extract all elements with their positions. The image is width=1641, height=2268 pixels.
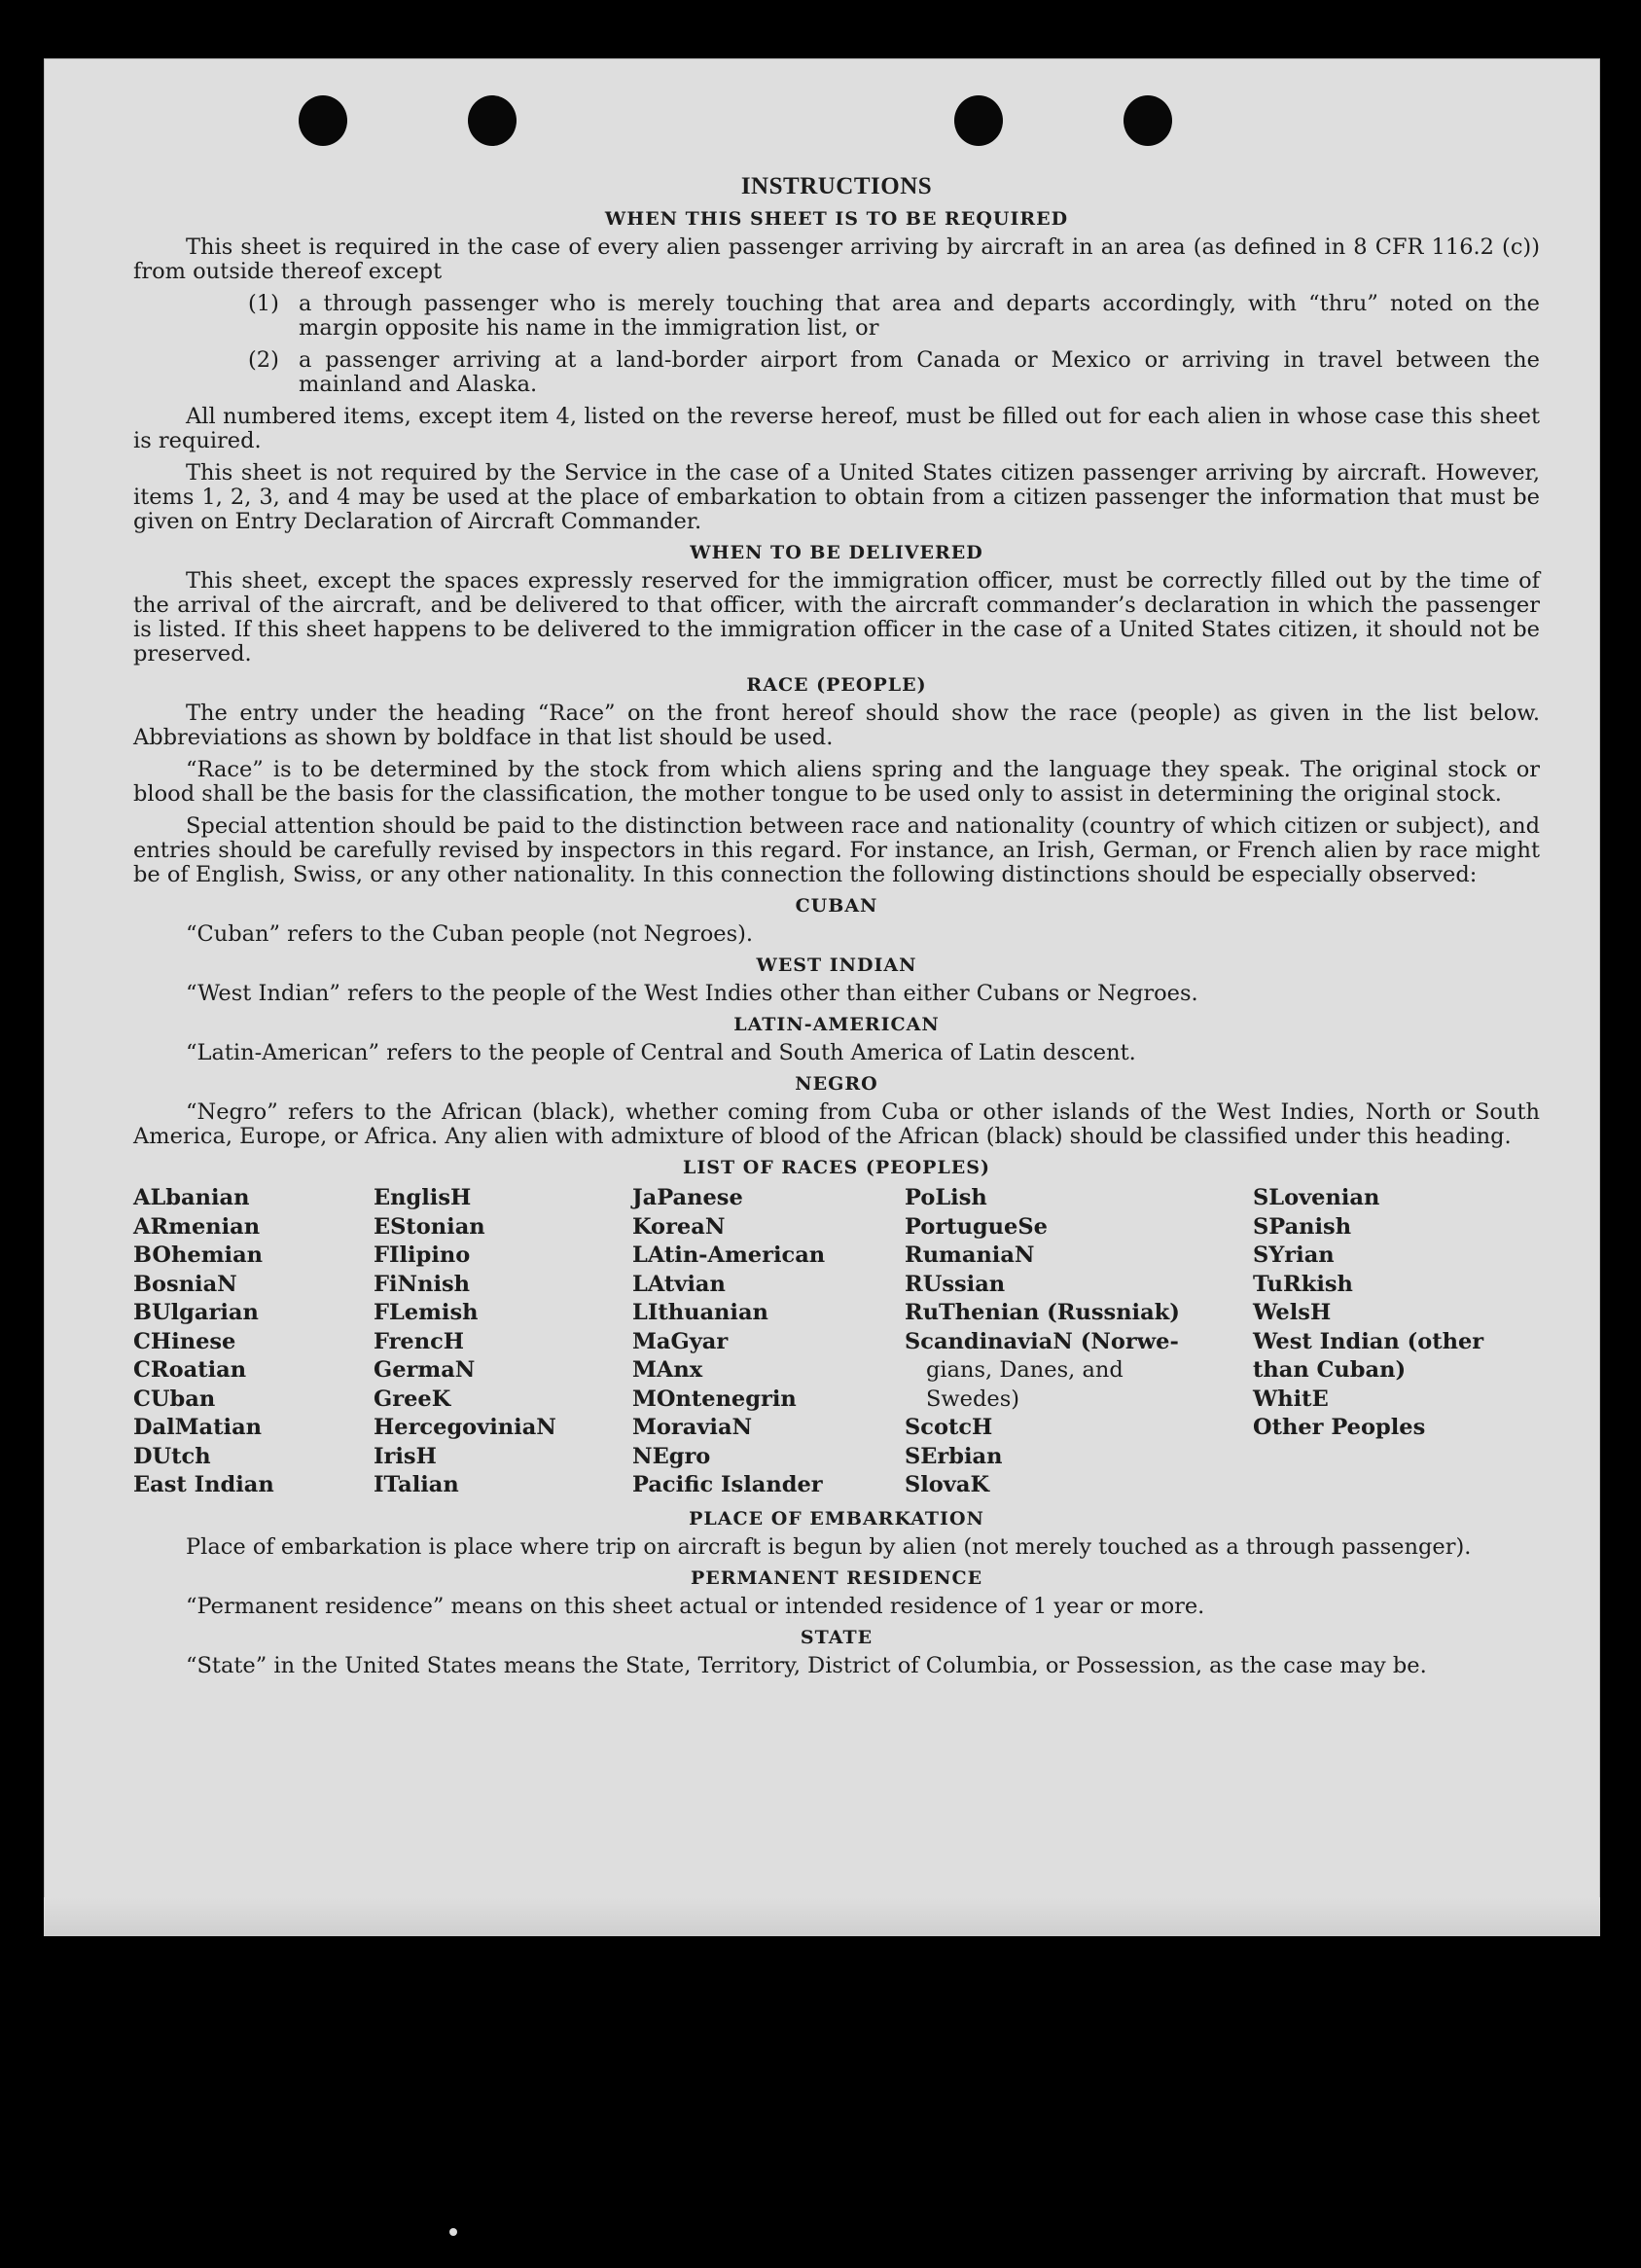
race-entry: IrisH	[374, 1443, 437, 1469]
race-entry: MAnx	[632, 1357, 703, 1383]
race-entry: CHinese	[133, 1328, 236, 1354]
race-entry: SErbian	[905, 1443, 1003, 1469]
race-entry: MoraviaN	[632, 1415, 753, 1440]
heading-latin-american: LATIN-AMERICAN	[733, 1014, 940, 1035]
race-entry: FLemish	[374, 1300, 479, 1325]
race-entry: PortugueSe	[905, 1213, 1048, 1240]
paragraph-numbered-items: All numbered items, except item 4, listed on the reverse hereof, must be filled out for each alien in whose case this sheet is required.	[133, 404, 1540, 453]
race-entry: FrencH	[374, 1328, 465, 1354]
exception-item	[133, 292, 1540, 341]
heading-west-indian: WEST INDIAN	[756, 954, 917, 976]
paragraph-west-indian: “West Indian” refers to the people of the West Indies other than either Cubans or Negroes.	[186, 981, 1198, 1006]
paragraph-embarkation: Place of embarkation is place where trip on aircraft is begun by alien (not merely touched as a through passenger).	[186, 1533, 1472, 1560]
race-entry: than Cuban)	[1253, 1357, 1407, 1383]
paragraph-intro: This sheet is required in the case of every alien passenger arriving by aircraft in an area (as defined in 8 CFR 116.2 (c)) from outside thereof except	[133, 234, 1540, 284]
race-entry: LAtin-American	[632, 1242, 826, 1268]
heading-state: STATE	[800, 1626, 874, 1648]
paragraph-cuban: “Cuban” refers to the Cuban people (not Negroes).	[186, 921, 754, 947]
race-entry: GreeK	[374, 1386, 451, 1412]
heading-embarkation: PLACE OF EMBARKATION	[689, 1507, 984, 1530]
page-title: INSTRUCTIONS	[740, 173, 933, 199]
heading-cuban: CUBAN	[795, 895, 878, 917]
exception-number: (1)	[248, 291, 279, 316]
paragraph-latin-american: “Latin-American” refers to the people of Central and South America of Latin descent.	[186, 1040, 1136, 1065]
race-entry: BUlgarian	[133, 1300, 259, 1325]
scan-speck	[449, 2228, 457, 2236]
race-entry: DUtch	[133, 1443, 211, 1469]
race-entry: WhitE	[1253, 1386, 1329, 1412]
race-entry: Pacific Islander	[632, 1472, 823, 1497]
race-entry: ITalian	[374, 1472, 459, 1497]
race-entry: LIthuanian	[632, 1300, 768, 1325]
heading-list-of-races: LIST OF RACES (PEOPLES)	[683, 1157, 990, 1178]
races-list	[133, 1184, 1540, 1500]
heading-race: RACE (PEOPLE)	[746, 674, 927, 696]
exception-item	[133, 348, 1540, 397]
paragraph-citizen: This sheet is not required by the Service in the case of a United States citizen passenger arriving by aircraft. However, items 1, 2, 3, and 4 may be used at the place of embarkation to obtain from a citizen passenger the information that must be given on Entry Declaration of Aircraft Commander.	[133, 460, 1540, 534]
race-entry: RUssian	[905, 1271, 1006, 1297]
race-entry: NEgro	[632, 1443, 711, 1469]
instructions-body	[133, 109, 1540, 1686]
race-entry: PoLish	[905, 1185, 987, 1210]
race-entry: DalMatian	[133, 1415, 263, 1440]
paragraph-delivery: This sheet, except the spaces expressly reserved for the immigration officer, must be correctly filled out by the time of the arrival of the aircraft, and be delivered to that officer, with the aircraft commander’s declaration in which the passenger is listed. If this sheet happens to be delivered to the immigration officer in the case of a United States citizen, it should not be preserved.	[133, 568, 1540, 666]
race-entry: FIlipino	[374, 1242, 471, 1268]
exception-text: a through passenger who is merely touching that area and departs accordingly, with “thru” noted on the margin opposite his name in the immigration list, or	[299, 291, 1540, 341]
race-entry: Other Peoples	[1253, 1415, 1426, 1440]
race-entry: ALbanian	[133, 1185, 250, 1210]
race-entry: MaGyar	[632, 1328, 729, 1354]
race-entry: ScotcH	[905, 1415, 993, 1440]
race-entry: SYrian	[1253, 1242, 1335, 1268]
race-entry: SPanish	[1253, 1213, 1352, 1240]
paragraph-race-nationality: Special attention should be paid to the distinction between race and nationality (country of which citizen or subject), and entries should be carefully revised by inspectors in this regard. For instance, an Irish, German, or French alien by race might be of English, Swiss, or any other nationality. In this connection the following distinctions should be especially observed:	[133, 813, 1540, 887]
race-entry: MOntenegrin	[632, 1386, 797, 1412]
race-entry: SLovenian	[1253, 1185, 1380, 1210]
races-column-4	[905, 1184, 1253, 1500]
paragraph-negro: “Negro” refers to the African (black), whether coming from Cuba or other islands of the West Indies, North or South America, Europe, or Africa. Any alien with admixture of blood of the African (black) should be classified under this heading.	[133, 1099, 1540, 1149]
exception-text: a passenger arriving at a land-border airport from Canada or Mexico or arriving in travel between the mainland and Alaska.	[299, 347, 1540, 397]
race-entry: CRoatian	[133, 1357, 247, 1383]
race-entry: JaPanese	[632, 1185, 743, 1210]
exception-number: (2)	[248, 347, 279, 373]
race-entry: TuRkish	[1253, 1271, 1353, 1297]
heading-negro: NEGRO	[795, 1073, 878, 1095]
paragraph-permanent-residence: “Permanent residence” means on this sheet actual or intended residence of 1 year or more.	[186, 1593, 1205, 1619]
race-entry: CUban	[133, 1386, 216, 1412]
race-entry: West Indian (other	[1253, 1328, 1484, 1354]
race-entry: KoreaN	[632, 1213, 726, 1240]
race-entry: BOhemian	[133, 1242, 264, 1268]
race-entry: LAtvian	[632, 1271, 726, 1297]
heading-when-required: WHEN THIS SHEET IS TO BE REQUIRED	[604, 208, 1069, 230]
races-column-5	[1253, 1184, 1540, 1500]
heading-when-delivered: WHEN TO BE DELIVERED	[690, 542, 983, 563]
race-entry: SlovaK	[905, 1472, 990, 1497]
paragraph-race-entry: The entry under the heading “Race” on the front hereof should show the race (people) as given in the list below. Abbreviations as shown by boldface in that list should be used.	[133, 701, 1540, 750]
race-entry: FiNnish	[374, 1271, 471, 1297]
paragraph-state: “State” in the United States means the State, Territory, District of Columbia, or Possession, as the case may be.	[186, 1652, 1427, 1678]
race-entry: ScandinaviaN (Norwe-	[905, 1328, 1179, 1354]
races-column-2	[374, 1184, 632, 1500]
race-entry: WelsH	[1253, 1300, 1332, 1325]
race-entry: EnglisH	[374, 1185, 472, 1210]
document-page	[44, 58, 1600, 1936]
race-entry: East Indian	[133, 1472, 274, 1497]
paragraph-race-stock: “Race” is to be determined by the stock from which aliens spring and the language they speak. The original stock or blood shall be the basis for the classification, the mother tongue to be used only to assist in determining the original stock.	[133, 757, 1540, 807]
race-entry-continuation: Swedes)	[926, 1386, 1020, 1412]
race-entry: BosniaN	[133, 1271, 237, 1297]
races-column-3	[632, 1184, 905, 1500]
race-entry: GermaN	[374, 1357, 476, 1383]
race-entry: ARmenian	[133, 1213, 261, 1240]
race-entry: RuThenian (Russniak)	[905, 1300, 1180, 1325]
race-entry-continuation: gians, Danes, and	[926, 1357, 1124, 1383]
heading-permanent-residence: PERMANENT RESIDENCE	[690, 1566, 983, 1589]
race-entry: HercegoviniaN	[374, 1415, 556, 1440]
race-entry: EStonian	[374, 1213, 485, 1240]
races-column-1	[133, 1184, 374, 1500]
race-entry: RumaniaN	[905, 1242, 1035, 1268]
